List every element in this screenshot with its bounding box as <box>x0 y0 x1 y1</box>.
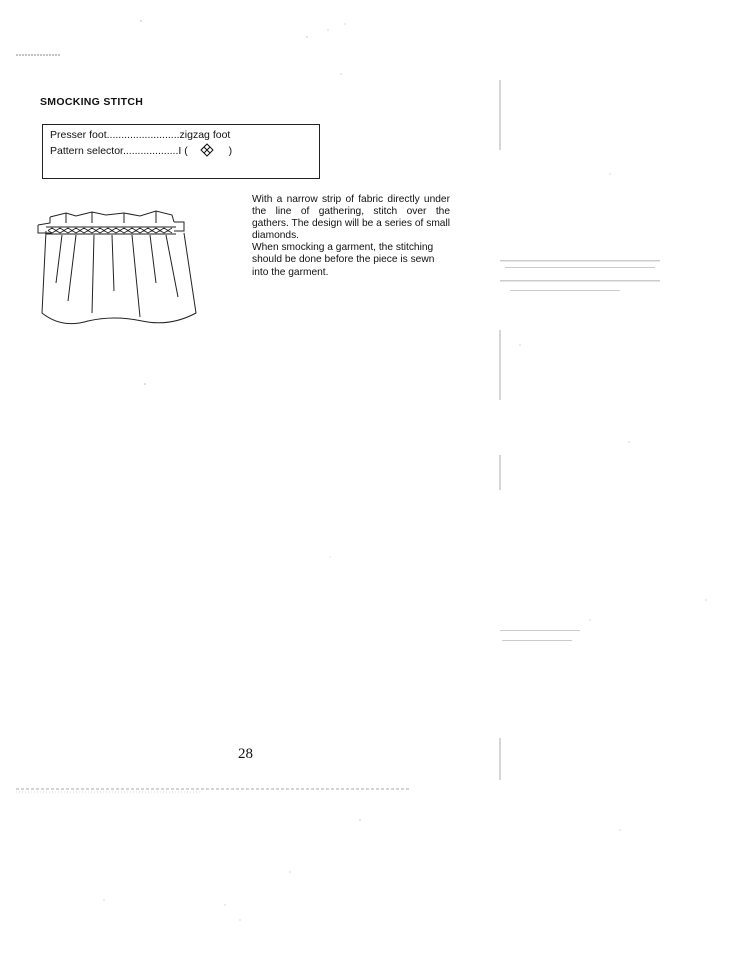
page-number: 28 <box>238 746 253 762</box>
description-text <box>252 194 450 279</box>
setting-leader: ................... <box>122 145 179 157</box>
setting-label: Presser foot <box>50 129 107 141</box>
smocking-diamond-icon <box>199 143 215 157</box>
setting-label: Pattern selector <box>50 145 123 157</box>
section-heading: SMOCKING STITCH <box>40 96 144 108</box>
settings-box <box>42 124 320 179</box>
pattern-selector-close: ) <box>228 145 233 157</box>
description-paragraph: With a narrow strip of fabric directly under the line of gathering, stitch over the gathers. The design will be a series of small diamonds. <box>252 194 450 242</box>
setting-value: I ( <box>178 145 188 157</box>
setting-value: ...zigzag foot <box>170 129 231 141</box>
pattern-selector-row <box>50 143 232 157</box>
gathered-fabric-icon <box>32 205 202 330</box>
presser-foot-row <box>50 129 230 141</box>
description-paragraph: When smocking a garment, the stitching should be done before the piece is sewn into the garment. <box>252 242 435 278</box>
setting-leader: ...................... <box>106 129 171 141</box>
